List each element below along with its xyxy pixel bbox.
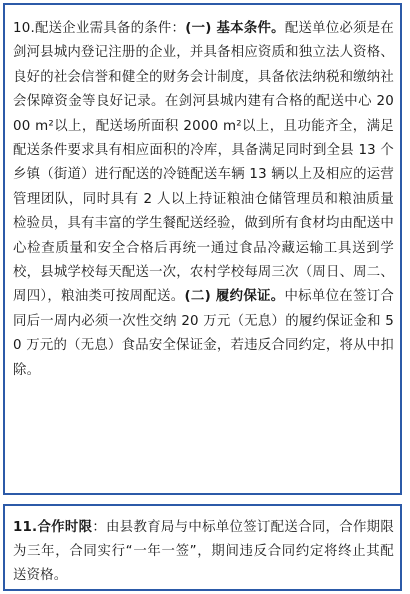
section-number: 10. [13, 21, 35, 36]
basic-conditions-text: 配送单位必须是在剑河县城内登记注册的企业，并具备相应资质和独立法人资格、良好的社会信誉和健全的财务会计制度，具备依法纳税和缴纳社会保障资金等良好记录。在剑河县城内建有合格的配送中心 2000 m²以上，配送场所面积 2000 m²以上，且功能齐全，满足配送条件要求具有相应面积的冷库，具备满足同时到全县 13 个乡镇（街道）进行配送的冷链配送车辆 13 辆以上及相应的运营管理团队，同时具有 2 人以上持证粮油仓储管理员和粮油质量检验员，具有丰富的学生餐配送经验，做到所有食材均由配送中心检查质量和安全合格后再统一通过食品冷藏运输工具送到学校，县城学校每天配送一次，农村学校每周三次（周日、周二、周四），粮油类可按周配送。 [13, 21, 395, 305]
basic-conditions-label: (一) 基本条件。 [185, 21, 285, 36]
performance-guarantee-text: 中标单位在签订合同后一周内必须一次性交纳 20 万元（无息）的履约保证金和 50 万元的（无息）食品安全保证金，若违反合同约定，将从中扣除。 [13, 289, 395, 378]
conditions-paragraph [13, 17, 394, 383]
section-heading: 配送企业需具备的条件： [34, 21, 186, 36]
performance-guarantee-label: (二) 履约保证。 [184, 289, 285, 305]
cooperation-term-text: ：由县教育局与中标单位签订配送合同，合作期限为三年，合同实行“一年一签”，期间违反合同约定将终止其配送资格。 [13, 520, 394, 583]
cooperation-term-box [3, 504, 402, 591]
conditions-box [3, 3, 402, 495]
cooperation-term-paragraph [13, 516, 394, 588]
cooperation-term-label: 11.合作时限 [13, 520, 93, 535]
